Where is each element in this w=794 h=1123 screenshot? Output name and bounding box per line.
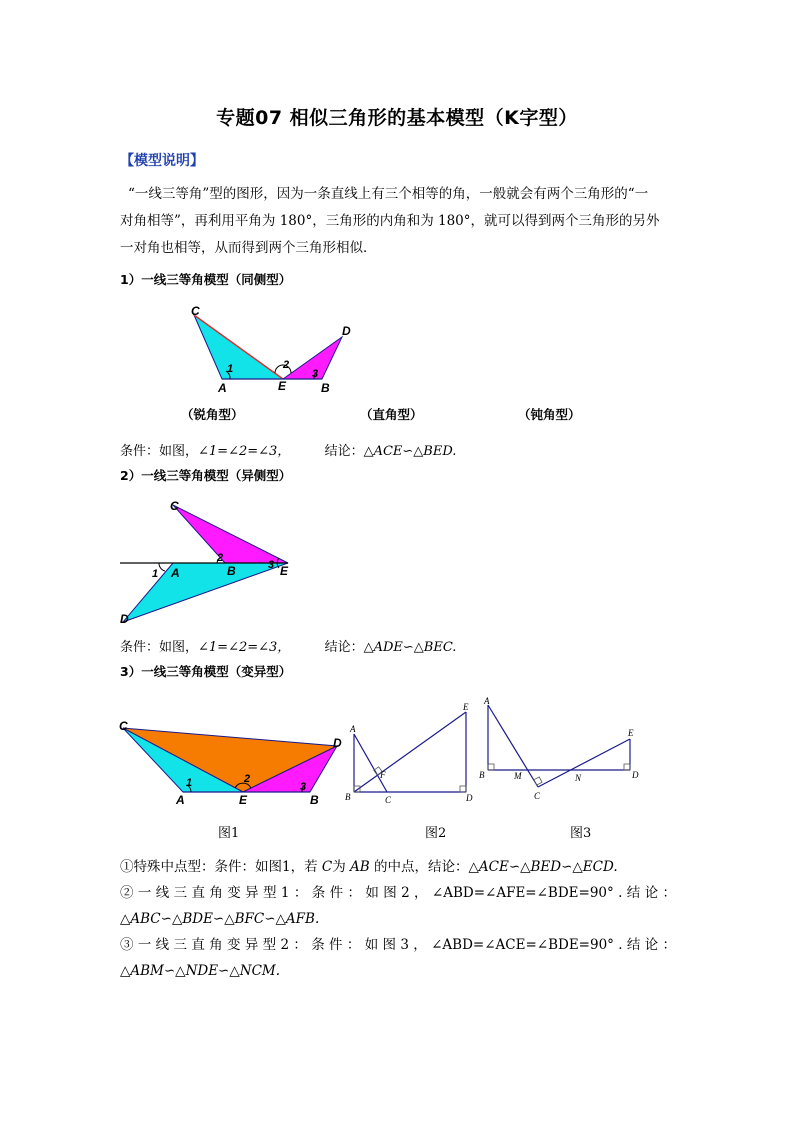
label-c: C xyxy=(119,719,128,733)
label-angle-3: 3 xyxy=(312,368,319,380)
caption-obtuse: （钝角型） xyxy=(518,407,581,422)
caption-right: （直角型） xyxy=(360,407,423,422)
model1-figure xyxy=(180,300,370,400)
note-2-line-1: ② 一 线 三 直 角 变 异 型 1 ： 条 件 ： 如 图 2 ， ∠ABD=∠AFE=∠BDE=90° . 结 论 ： xyxy=(120,885,676,901)
caption-fig2: 图2 xyxy=(425,826,447,841)
intro-line-1: “一线三等角”型的图形，因为一条直线上有三个相等的角，一般就会有两个三角形的“一 xyxy=(128,186,649,202)
label-c: C xyxy=(534,791,541,801)
segment-be xyxy=(354,712,466,792)
note-1-c: 为 xyxy=(332,859,351,875)
right-angle-b xyxy=(488,764,494,770)
triangle-bec xyxy=(173,505,288,563)
intro-paragraph xyxy=(120,181,676,262)
label-angle-3: 3 xyxy=(268,559,275,571)
label-d: D xyxy=(120,612,129,626)
note-3-line-1: ③ 一 线 三 直 角 变 异 型 2 ： 条 件 ： 如 图 3 ， ∠ABD=∠ACE=∠BDE=90° . 结 论 ： xyxy=(120,937,676,953)
label-e: E xyxy=(628,728,634,738)
figure-2 xyxy=(342,698,477,808)
label-d: D xyxy=(466,793,473,803)
model1-heading: 1）一线三等角模型（同侧型） xyxy=(120,272,292,287)
caption-fig1: 图1 xyxy=(218,826,240,841)
label-d: D xyxy=(342,324,351,338)
caption-acute: （锐角型） xyxy=(181,407,244,422)
label-b: B xyxy=(227,564,236,578)
page-title: 专题07 相似三角形的基本模型（K字型） xyxy=(216,107,578,129)
label-angle-2: 2 xyxy=(244,773,251,785)
label-angle-2: 2 xyxy=(217,552,224,564)
label-c: C xyxy=(191,304,200,318)
figure-3 xyxy=(478,695,643,805)
label-angle-1: 1 xyxy=(227,363,234,375)
label-f: F xyxy=(380,770,386,780)
label-angle-2: 2 xyxy=(283,359,290,371)
label-a: A xyxy=(171,566,180,580)
intro-line-2: 对角相等”，再利用平角为 180°，三角形的内角和为 180°，就可以得到两个三角形的另外 xyxy=(120,213,660,229)
model2-condition-line xyxy=(120,636,456,655)
right-angle-c xyxy=(534,777,542,785)
label-b: B xyxy=(345,792,351,802)
condition-prefix: 条件：如图， xyxy=(120,640,199,655)
label-n: N xyxy=(575,773,582,783)
note-1 xyxy=(120,854,676,880)
condition-prefix: 条件：如图， xyxy=(120,444,199,459)
note-3-line-2: △ABM∽△NDE∽△NCM. xyxy=(120,963,281,979)
label-a: A xyxy=(176,793,185,807)
triangle-ade xyxy=(123,563,288,622)
label-c: C xyxy=(170,499,179,513)
note-2-line-2: △ABC∽△BDE∽△BFC∽△AFB. xyxy=(120,911,320,927)
label-e: E xyxy=(239,793,248,807)
label-angle-1: 1 xyxy=(152,568,159,580)
conclusion-prefix: 结论： xyxy=(324,640,364,655)
angle-1-arc xyxy=(159,563,165,571)
right-angle-d xyxy=(460,786,466,792)
condition-text: ∠1=∠2=∠3， xyxy=(198,444,291,459)
model2-figure xyxy=(115,495,305,630)
label-e: E xyxy=(280,564,289,578)
label-m: M xyxy=(514,771,522,781)
label-a: A xyxy=(218,381,227,395)
segment-ce xyxy=(538,739,630,787)
model3-heading: 3）一线三等角模型（变异型） xyxy=(120,664,292,679)
note-1-e: 的中点，结论： xyxy=(369,859,469,875)
label-c: C xyxy=(385,795,392,805)
label-e: E xyxy=(463,702,469,712)
label-angle-1: 1 xyxy=(186,777,193,789)
label-b: B xyxy=(321,381,330,395)
figure-1 xyxy=(115,718,350,808)
label-a: A xyxy=(484,696,490,706)
note-1-f: △ACE∽△BED∽△ECD. xyxy=(468,859,618,875)
intro-line-3: 一对角也相等，从而得到两个三角形相似． xyxy=(120,240,377,256)
segment-ac xyxy=(488,705,538,787)
segment-ac xyxy=(354,734,387,792)
conclusion-text: △ADE∽△BEC. xyxy=(363,640,457,655)
section-label: 【模型说明】 xyxy=(120,153,204,169)
label-e: E xyxy=(278,379,287,393)
label-d: D xyxy=(333,736,342,750)
label-a: A xyxy=(350,724,356,734)
caption-fig3: 图3 xyxy=(570,826,592,841)
label-b: B xyxy=(310,793,319,807)
label-d: D xyxy=(632,770,639,780)
model1-condition-line xyxy=(120,440,456,459)
note-1-d: AB xyxy=(350,859,370,875)
right-angle-d xyxy=(624,764,630,770)
conclusion-prefix: 结论： xyxy=(324,444,364,459)
condition-text: ∠1=∠2=∠3， xyxy=(198,640,291,655)
model2-heading: 2）一线三等角模型（异侧型） xyxy=(120,468,292,483)
note-1-b: C xyxy=(321,859,333,875)
conclusion-text: △ACE∽△BED. xyxy=(363,444,457,459)
note-1-a: ①特殊中点型：条件：如图1，若 xyxy=(120,859,322,875)
label-angle-3: 3 xyxy=(300,781,307,793)
label-b: B xyxy=(479,770,485,780)
